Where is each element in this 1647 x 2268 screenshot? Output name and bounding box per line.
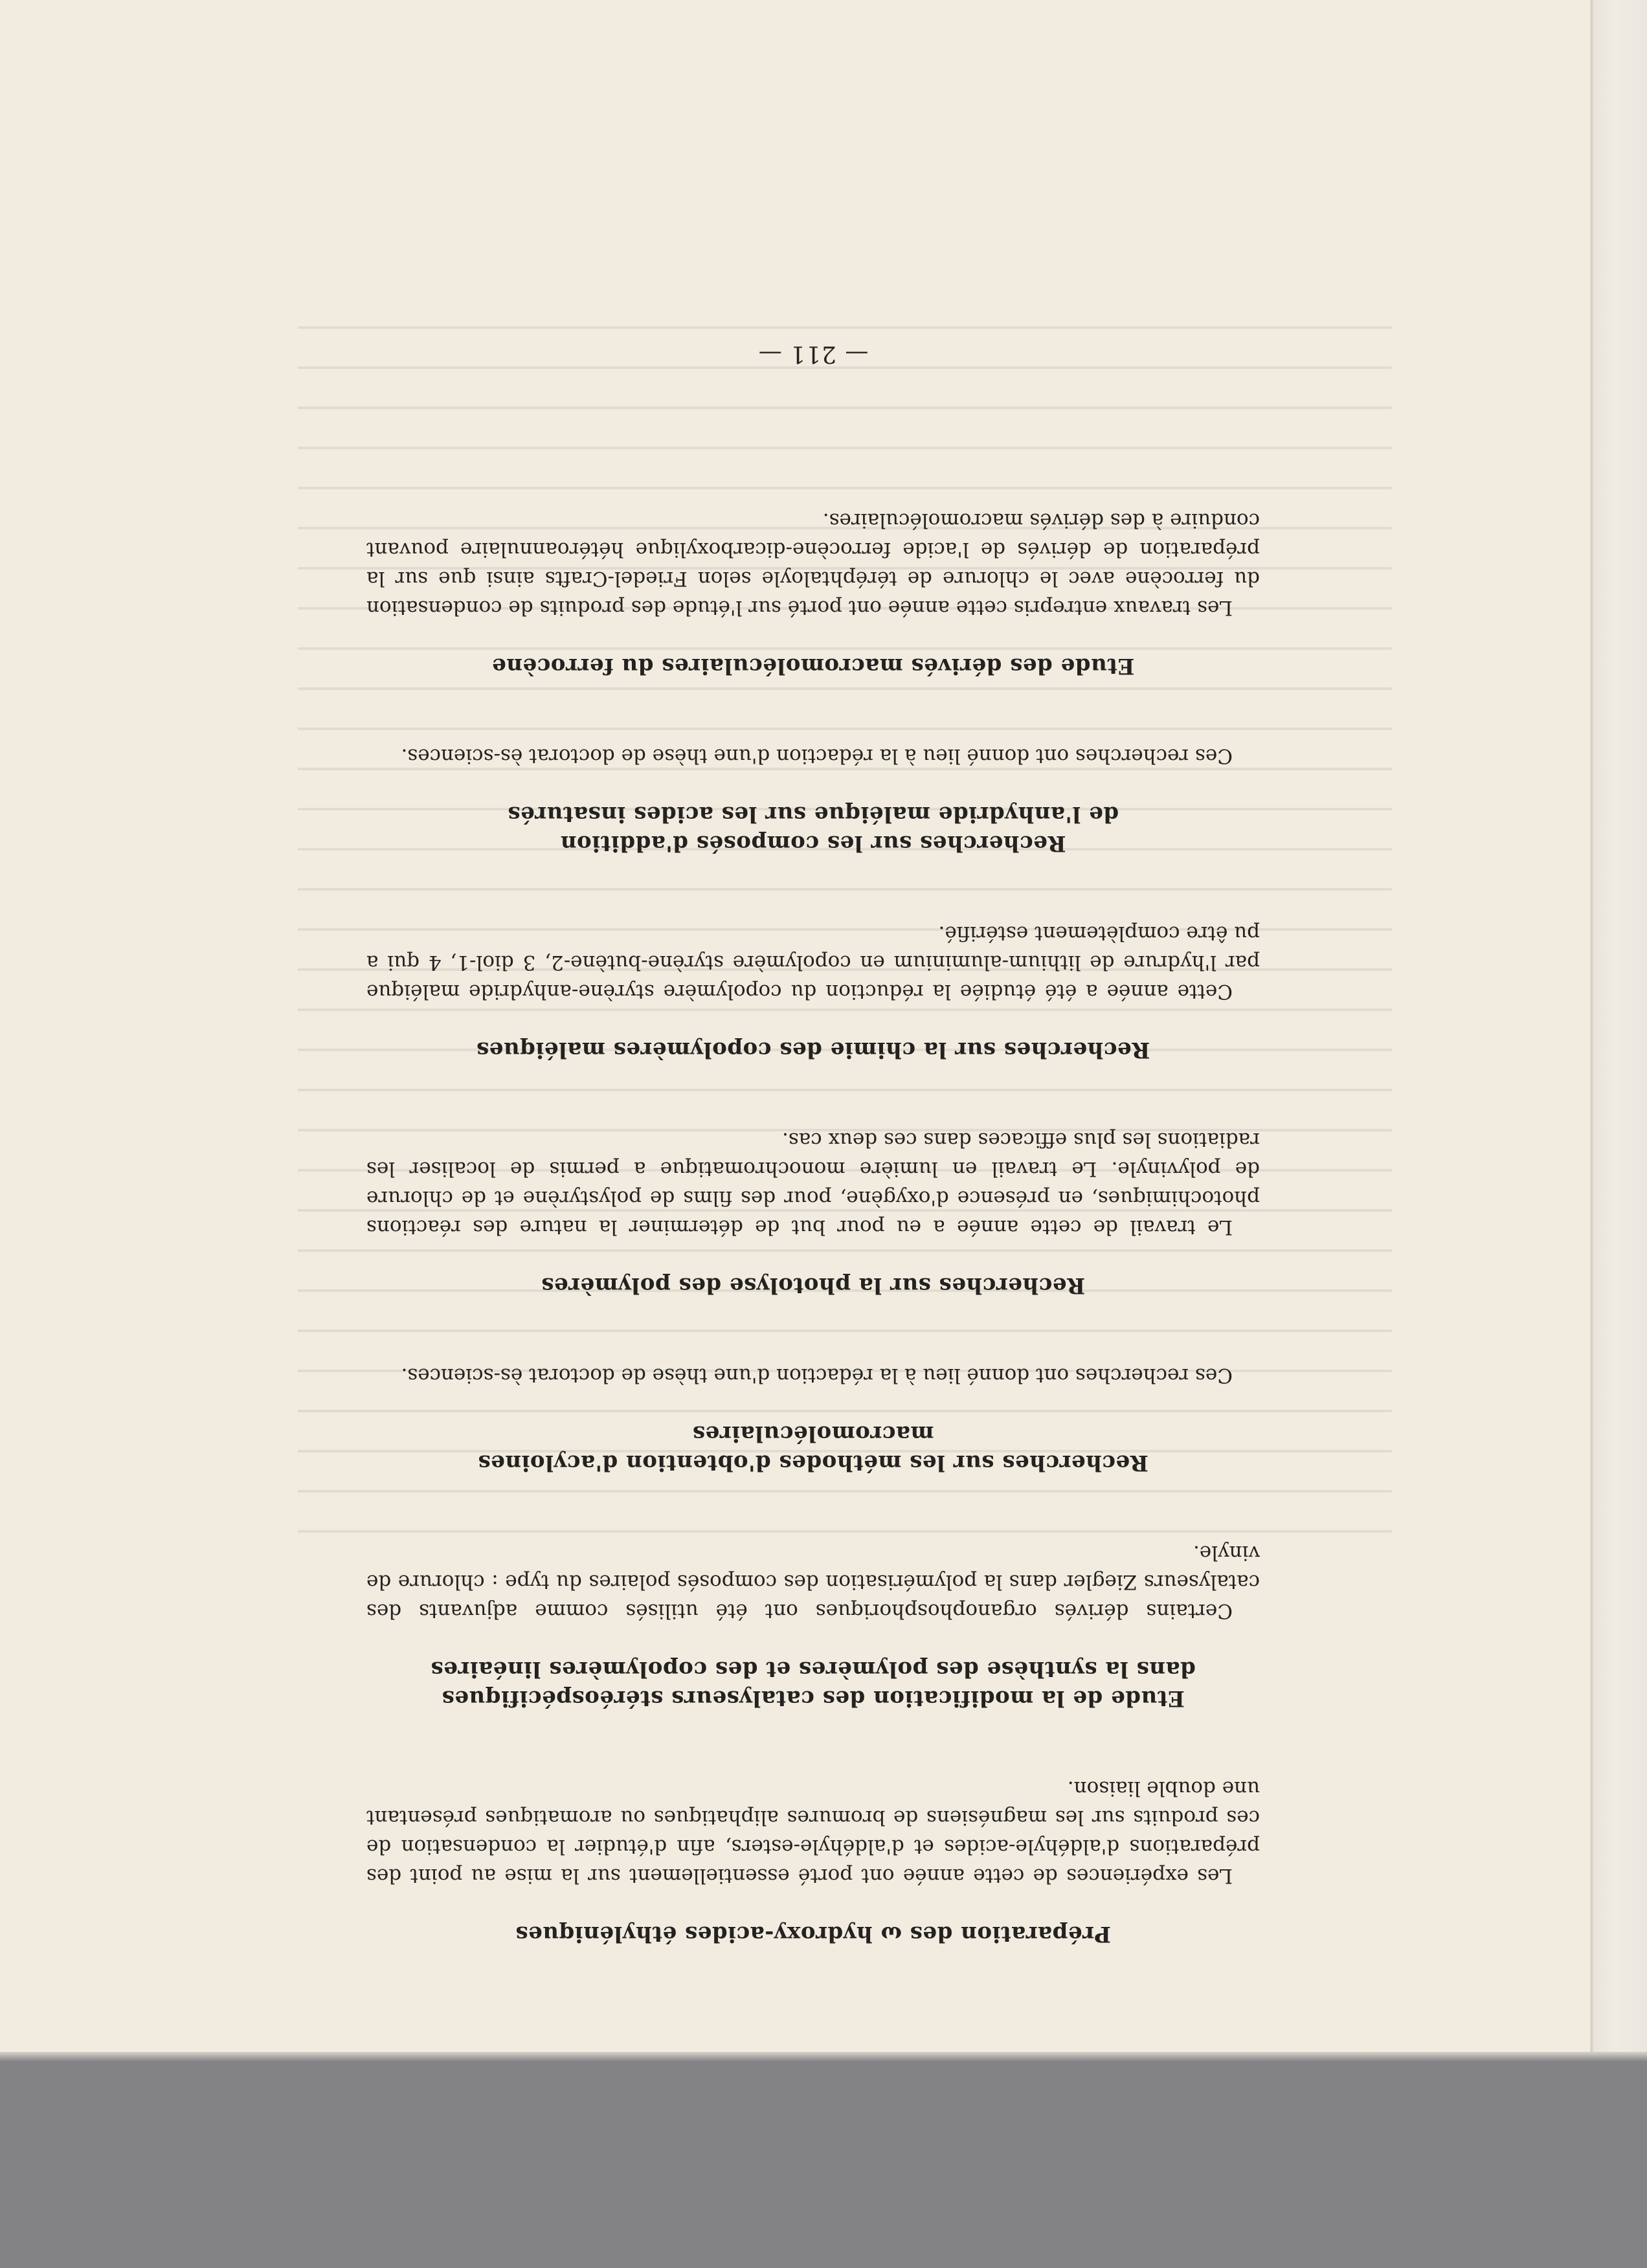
page-number: — 211 — — [757, 340, 869, 367]
section-paragraph: Le travail de cette année a eu pour but de déterminer la nature des réactions photochimiques, en présence d'oxygène, pour des films de polystyrène et de chlorure de polyvinyle. Le travail en lumière monochromatique a permis de localiser les radiations les plus efficaces dans ces deux cas. — [366, 1128, 1260, 1239]
section-heading — [366, 1654, 1260, 1713]
heading-line: dans la synthèse des polymères et des copolymères linéaires — [431, 1656, 1196, 1682]
section-heading — [366, 1035, 1260, 1064]
heading-line: Préparation des ω hydroxy-acides éthyléniques — [515, 1921, 1112, 1947]
section-heading — [366, 799, 1260, 858]
heading-line: Recherches sur les méthodes d'obtention d'acyloines macromoléculaires — [478, 1421, 1148, 1476]
section-paragraph: Ces recherches ont donné lieu à la rédaction d'une thèse de doctorat ès-sciences. — [401, 744, 1233, 768]
section-paragraph: Ces recherches ont donné lieu à la rédaction d'une thèse de doctorat ès-sciences. — [401, 1364, 1233, 1387]
heading-line: Etude de la modification des catalyseurs stéréospécifiques — [442, 1685, 1185, 1711]
section-heading — [366, 1919, 1260, 1948]
heading-line: Recherches sur les composés d'addition — [560, 830, 1066, 856]
section-paragraph: Les travaux entrepris cette année ont porté sur l'étude des produits de condensation du ferrocène avec le chlorure de téréphtaloyle selon Friedel-Crafts ainsi que sur la préparation de dérivés de l'acide ferrocène-dicarboxylique hétéroannulaire pouvant conduire à des dérivés macromoléculaires. — [366, 509, 1260, 619]
section-paragraph: Cette année a été étudiée la réduction du copolymère styrène-anhydride maléique par l'hydrure de lithium-aluminium en copolymère styrène-butène-2, 3 diol-1, 4 qui a pu être complètement estérifié. — [366, 922, 1260, 1003]
heading-line: Recherches sur la photolyse des polymères — [541, 1273, 1086, 1298]
heading-line: de l'anhydride maléique sur les acides insaturés — [507, 801, 1119, 827]
heading-line: Etude des dérivés macromoléculaires du ferrocène — [491, 653, 1135, 679]
paper-edge — [1590, 0, 1647, 2057]
section-heading — [366, 1419, 1260, 1477]
section-paragraph: Certains dérivés organophosphoriques ont été utilisés comme adjuvants des catalyseurs Ziegler dans la polymérisation des composés polaires du type : chlorure de vinyle. — [366, 1541, 1260, 1623]
section-paragraph: Les expériences de cette année ont porté essentiellement sur la mise au point des préparations d'aldéhyle-acides et d'aldéhyle-esters, afin d'étudier la condensation de ces produits sur les magnésiens de bromures aliphatiques ou aromatiques présentant une double liaison. — [366, 1777, 1260, 1887]
section-heading — [366, 651, 1260, 680]
page-content — [366, 339, 1260, 1948]
heading-line: Recherches sur la chimie des copolymères maléiques — [476, 1037, 1150, 1063]
section-heading — [366, 1271, 1260, 1300]
